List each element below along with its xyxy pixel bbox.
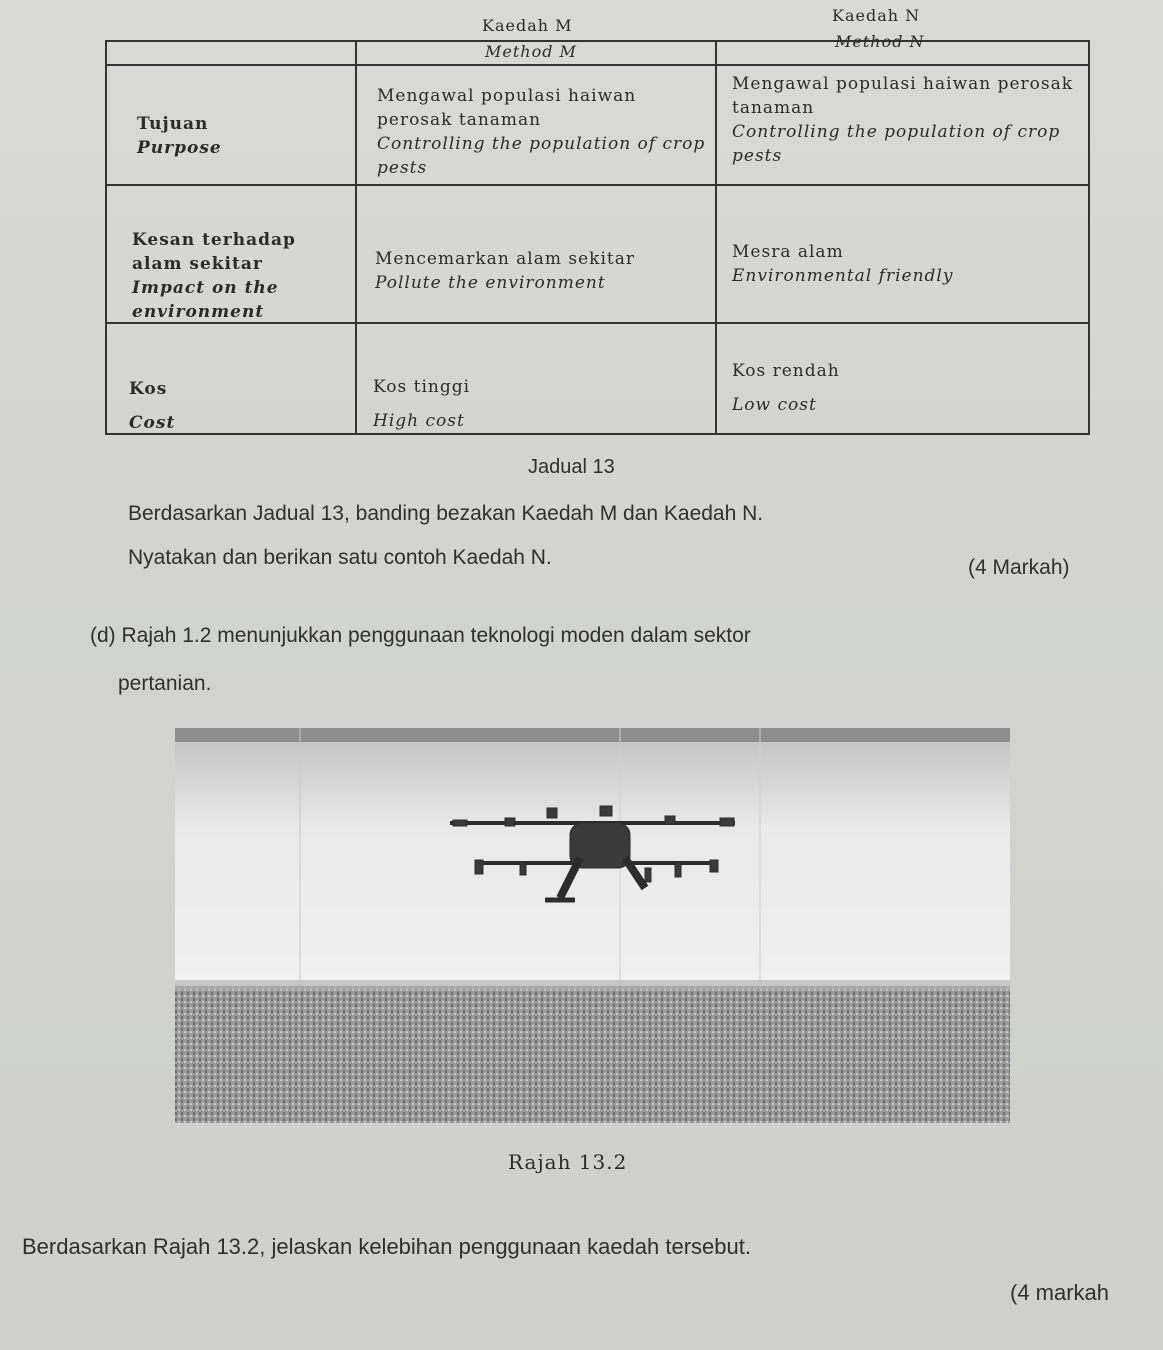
table-divider (107, 64, 1088, 66)
question-c-line1: Berdasarkan Jadual 13, banding bezakan Kaedah M dan Kaedah N. (128, 502, 764, 525)
question-d-line1: (d) Rajah 1.2 menunjukkan penggunaan teknologi moden dalam sektor (90, 624, 751, 647)
table-cell-m: Mencemarkan alam sekitar Pollute the environment (375, 249, 636, 293)
col-header-m: Kaedah M (482, 16, 573, 35)
table-row-label: Tujuan Purpose (137, 114, 222, 158)
table-cell-m: Kos tinggi High cost (373, 377, 471, 431)
table-cell-n: Mengawal populasi haiwan perosak tanaman Controlling the population of crop pests (732, 74, 1074, 166)
table-divider (355, 42, 357, 433)
comparison-table (105, 6, 1090, 435)
final-question-marks: (4 markah (1010, 1280, 1110, 1305)
table-row-label: Kos Cost (129, 379, 176, 433)
drone-photo (175, 728, 1010, 1123)
table-cell-n: Mesra alam Environmental friendly (732, 242, 954, 286)
drone-illustration (175, 728, 1010, 1123)
table-cell-m: Mengawal populasi haiwan perosak tanaman Controlling the population of crop pests (377, 86, 706, 178)
table-divider (107, 184, 1088, 186)
table-caption: Jadual 13 (528, 456, 615, 478)
table-row-label: Kesan terhadap alam sekitar Impact on the environment (132, 230, 296, 322)
table-divider (715, 42, 717, 433)
col-header-n: Kaedah N (832, 6, 921, 25)
col-header-m-en: Method M (485, 42, 577, 61)
col-header-n-en: Method N (835, 32, 925, 51)
question-d-line2: pertanian. (118, 672, 212, 695)
final-question: Berdasarkan Rajah 13.2, jelaskan kelebihan penggunaan kaedah tersebut. (22, 1234, 751, 1259)
question-c-line2: Nyatakan dan berikan satu contoh Kaedah N. (128, 546, 552, 569)
table-cell-n: Kos rendah Low cost (732, 361, 840, 415)
figure-caption: Rajah 13.2 (508, 1150, 628, 1174)
question-c-marks: (4 Markah) (968, 556, 1070, 579)
